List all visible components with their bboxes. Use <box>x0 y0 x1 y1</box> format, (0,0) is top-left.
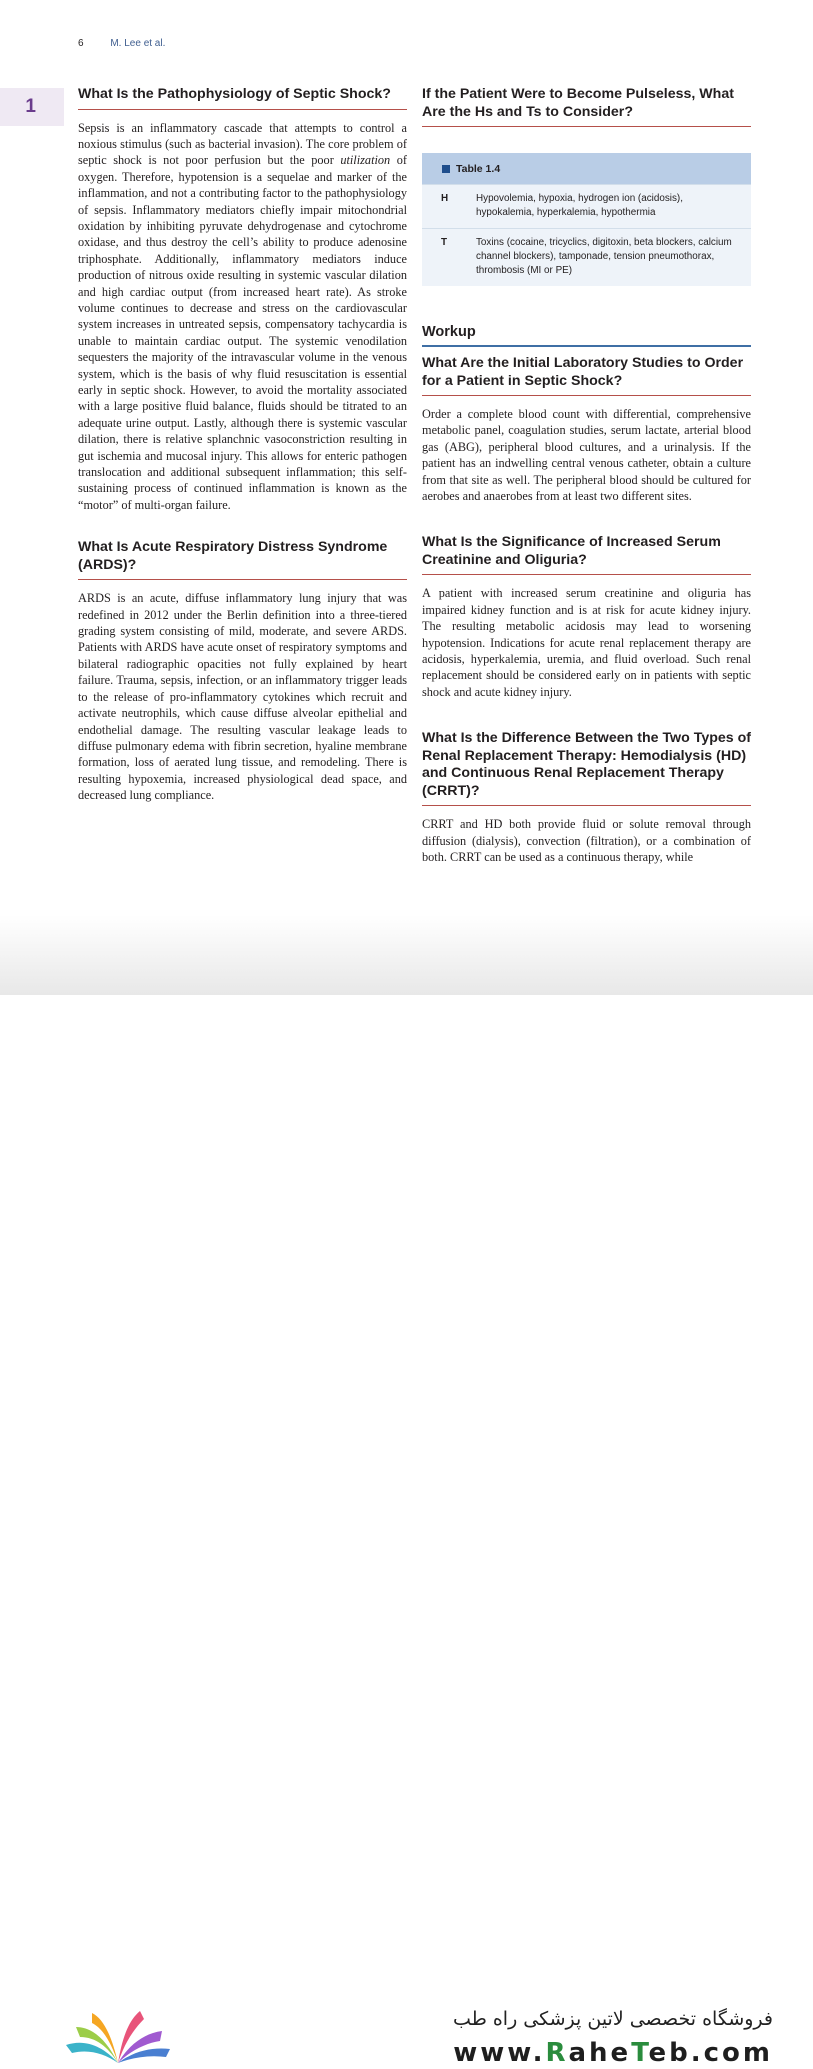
heading-hd-vs-crrt: What Is the Difference Between the Two Types of Renal Replacement Therapy: Hemodialysis (HD) and Continuous Renal Replacement Therapy (CRRT)? <box>422 730 751 806</box>
paragraph-ards: ARDS is an acute, diffuse inflammatory lung injury that was redefined in 2012 under the Berlin definition into a three-tiered grading system consisting of mild, moderate, and severe ARDS. Patients with ARDS have acute onset of respiratory symptoms and bilateral radiographic opacities not fully explained by heart failure. Trauma, sepsis, infection, or an inflammatory trigger leads to the release of pro-inflammatory cytokines which recruit and activate neutrophils, which cause diffuse alveolar epithelial and endothelial damage. The resulting vascular leakage leads to diffuse pulmonary edema with fibrin secretion, hyaline membrane formation, loss of aerated lung tissue, and remodeling. There is resulting hypoxemia, increased physiological dead space, and decreased lung compliance. <box>78 591 407 803</box>
open-book-logo-icon <box>62 2005 174 2069</box>
right-column <box>422 86 751 866</box>
table-key: H <box>441 193 449 204</box>
table-key: T <box>441 237 448 248</box>
chapter-number: 1 <box>25 96 36 117</box>
page-number: 6 <box>78 38 84 49</box>
table-marker-icon <box>442 165 450 173</box>
watermark-band <box>0 995 813 2068</box>
paragraph-initial-labs: Order a complete blood count with differential, comprehensive metabolic panel, coagulation studies, serum lactate, arterial blood gas (ABG), peripheral blood cultures, and a urinalysis. If the patient has an indwelling central venous catheter, obtain a culture from that site as well. The peripheral blood should be cultured for aerobes and anaerobes from at least two different sites. <box>422 407 751 504</box>
table-value: Hypovolemia, hypoxia, hydrogen ion (acidosis), hypokalemia, hyperkalemia, hypothermia <box>476 193 683 218</box>
paragraph-pathophysiology: Sepsis is an inflammatory cascade that attempts to control a noxious stimulus (such as bacterial invasion). The core problem of septic shock is not poor perfusion but the poor utilization of oxygen. Therefore, hypotension is a sequelae and marker of the inflammation, and not a contributing factor to the pathophysiology of sepsis. Inflammatory mediators chiefly impair mitochondrial oxidation by inhibiting pyruvate dehydrogenase and cytochrome oxidase, and thus destroy the cell’s ability to produce adenosine triphosphate. Additionally, inflammatory mediators induce production of nitrous oxide resulting in systemic vascular dilation and high cardiac output (from increased heart rate). As stroke volume continues to decrease and stress on the cardiovascular system increases in untreated sepsis, compensatory tachycardia is unable to maintain cardiac output. The systemic venodilation sequesters the majority of the intravascular volume in the venous system, which is the basis of why fluid resuscitation is essential early in septic shock. However, to avoid the mortality associated with a large positive fluid balance, fluids should be titrated to an adequate urine output. Lastly, although there is systemic vascular dilation, there is relative splanchnic vasoconstriction resulting in gut ischemia and mucosal injury. This allows for enteric pathogen translocation and additional subsequent inflammation; this self-sustaining process of continued inflammation is known as the “motor” of multi-organ failure. <box>78 120 407 512</box>
heading-pathophysiology: What Is the Pathophysiology of Septic Shock? <box>78 86 407 110</box>
heading-ards: What Is Acute Respiratory Distress Syndrome (ARDS)? <box>78 539 407 580</box>
heading-initial-labs: What Are the Initial Laboratory Studies to Order for a Patient in Septic Shock? <box>422 355 751 396</box>
table-value: Toxins (cocaine, tricyclics, digitoxin, beta blockers, calcium channel blockers), tamponade, tension pneumothorax, thrombosis (MI or PE) <box>476 237 732 276</box>
watermark-website: www.RaheTeb.com <box>453 2038 773 2068</box>
chapter-tab <box>0 88 64 126</box>
table-row <box>422 228 751 286</box>
emphasis-utilization: utilization <box>340 153 391 168</box>
table-caption: Table 1.4 <box>422 153 751 184</box>
heading-hs-ts: If the Patient Were to Become Pulseless, What Are the Hs and Ts to Consider? <box>422 86 751 127</box>
page-bottom-shadow <box>0 915 813 995</box>
running-author: M. Lee et al. <box>110 38 166 49</box>
left-column <box>78 86 407 804</box>
paragraph-creatinine-oliguria: A patient with increased serum creatinine and oliguria has impaired kidney function and is at risk for acute kidney injury. The resulting metabolic acidosis may lead to worsening hypotension. Indications for acute renal replacement therapy are acidosis, hyperkalemia, uremia, and fluid overload. Such renal replacement should be considered early on in patients with septic shock and acute kidney injury. <box>422 586 751 699</box>
table-row <box>422 184 751 228</box>
running-header <box>78 38 165 49</box>
paragraph-hd-vs-crrt: CRRT and HD both provide fluid or solute removal through diffusion (dialysis), convection (filtration), or a combination of both. CRRT can be used as a continuous therapy, while <box>422 817 751 865</box>
table-hs-ts <box>422 153 751 286</box>
heading-creatinine-oliguria: What Is the Significance of Increased Serum Creatinine and Oliguria? <box>422 534 751 575</box>
watermark-persian-text: فروشگاه تخصصی لاتین پزشکی راه طب <box>453 2008 773 2030</box>
section-workup: Workup <box>422 324 751 347</box>
